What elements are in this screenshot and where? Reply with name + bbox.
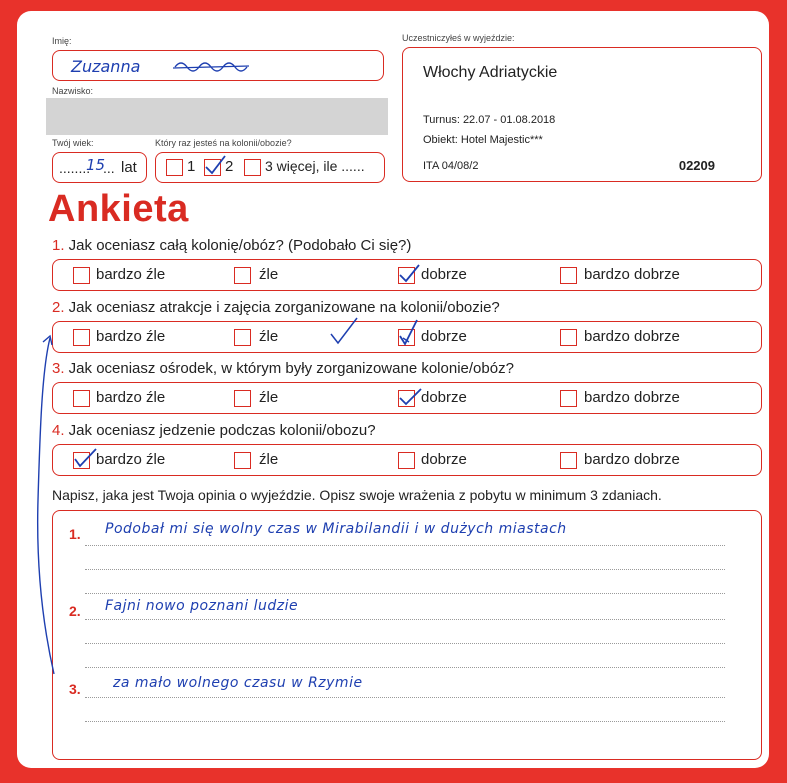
q2-option-bardzo-zle-checkbox[interactable] <box>73 329 90 346</box>
q1-option-zle-checkbox[interactable] <box>234 267 251 284</box>
question-4: 4. Jak oceniasz jedzenie podczas kolonii/obozu? <box>52 422 376 439</box>
check-mark-icon <box>397 385 421 409</box>
times-1-checkbox[interactable] <box>166 159 183 176</box>
answer-line <box>85 545 725 546</box>
first-name-value: Zuzanna <box>71 57 141 76</box>
trip-obiekt: Obiekt: Hotel Majestic*** <box>423 134 543 146</box>
times-3-label: 3 więcej, ile ...... <box>265 158 365 174</box>
answer-2-number: 2. <box>69 603 81 619</box>
q4-option-zle-checkbox[interactable] <box>234 452 251 469</box>
q4-option-bardzo-zle-checkbox[interactable] <box>73 452 90 469</box>
stray-check-mark-icon <box>329 316 359 348</box>
answer-line <box>85 667 725 668</box>
times-3-checkbox[interactable] <box>244 159 261 176</box>
question-1: 1. Jak oceniasz całą kolonię/obóz? (Podobało Ci się?) <box>52 237 412 254</box>
q1-option-bardzo-dobrze-label: bardzo dobrze <box>584 266 680 283</box>
times-1-label: 1 <box>187 158 196 175</box>
age-field[interactable] <box>52 152 147 183</box>
answer-line <box>85 643 725 644</box>
answer-2-text: Fajni nowo poznani ludzie <box>105 598 299 614</box>
q4-option-bardzo-dobrze-checkbox[interactable] <box>560 452 577 469</box>
q2-option-dobrze-checkbox[interactable] <box>398 329 415 346</box>
trip-number: 02209 <box>678 158 715 173</box>
q4-option-dobrze-checkbox[interactable] <box>398 452 415 469</box>
q4-option-bardzo-dobrze-label: bardzo dobrze <box>584 451 680 468</box>
q3-option-bardzo-zle-checkbox[interactable] <box>73 390 90 407</box>
q2-option-zle-label: źle <box>259 328 279 345</box>
q2-option-bardzo-dobrze-checkbox[interactable] <box>560 329 577 346</box>
answer-3-number: 3. <box>69 681 81 697</box>
answer-line <box>85 569 725 570</box>
age-value: 15 <box>86 156 106 174</box>
q1-option-bardzo-zle-checkbox[interactable] <box>73 267 90 284</box>
opinion-prompt: Napisz, jaka jest Twoja opinia o wyjeździe. Opisz swoje wrażenia z pobytu w minimum 3 zdaniach. <box>52 487 662 503</box>
survey-title: Ankieta <box>48 188 189 230</box>
answer-3-text: za mało wolnego czasu w Rzymie <box>113 675 363 691</box>
question-2: 2. Jak oceniasz atrakcje i zajęcia zorganizowane na kolonii/obozie? <box>52 299 500 316</box>
times-2-label: 2 <box>225 158 234 175</box>
last-name-redaction <box>46 98 388 135</box>
q3-option-dobrze-checkbox[interactable] <box>398 390 415 407</box>
q3-option-zle-label: źle <box>259 389 279 406</box>
q4-option-bardzo-zle-label: bardzo źle <box>96 451 166 468</box>
crossed-out-surname-scribble <box>173 57 253 75</box>
q1-option-dobrze-checkbox[interactable] <box>398 267 415 284</box>
q3-option-bardzo-dobrze-label: bardzo dobrze <box>584 389 680 406</box>
q2-option-zle-checkbox[interactable] <box>234 329 251 346</box>
q3-option-zle-checkbox[interactable] <box>234 390 251 407</box>
answer-1-text: Podobał mi się wolny czas w Mirabilandii i w dużych miastach <box>105 521 567 537</box>
question-4-options <box>52 444 762 476</box>
which-time-field <box>155 152 385 183</box>
q3-option-dobrze-label: dobrze <box>421 389 467 406</box>
check-mark-icon <box>397 262 421 286</box>
hand-drawn-arrow <box>30 330 60 680</box>
q3-option-bardzo-dobrze-checkbox[interactable] <box>560 390 577 407</box>
trip-title: Włochy Adriatyckie <box>423 64 558 81</box>
answer-line <box>85 619 725 620</box>
question-3: 3. Jak oceniasz ośrodek, w którym były zorganizowane kolonie/obóz? <box>52 360 514 377</box>
question-3-options <box>52 382 762 414</box>
answer-line <box>85 697 725 698</box>
answer-1-number: 1. <box>69 526 81 542</box>
trip-turnus: Turnus: 22.07 - 01.08.2018 <box>423 114 556 126</box>
question-2-options <box>52 321 762 353</box>
trip-code: ITA 04/08/2 <box>423 160 479 172</box>
age-label: Twój wiek: <box>52 138 94 148</box>
q2-option-bardzo-zle-label: bardzo źle <box>96 328 166 345</box>
question-1-options <box>52 259 762 291</box>
q4-option-zle-label: źle <box>259 451 279 468</box>
q1-option-zle-label: źle <box>259 266 279 283</box>
age-dots-after: ... <box>103 160 115 176</box>
last-name-label: Nazwisko: <box>52 86 94 96</box>
participant-label: Uczestniczyłeś w wyjeździe: <box>402 33 515 43</box>
which-time-label: Który raz jesteś na kolonii/obozie? <box>155 138 292 148</box>
q2-option-bardzo-dobrze-label: bardzo dobrze <box>584 328 680 345</box>
check-mark-icon <box>72 447 96 471</box>
first-name-field[interactable] <box>52 50 384 81</box>
q1-option-bardzo-dobrze-checkbox[interactable] <box>560 267 577 284</box>
answer-line <box>85 593 725 594</box>
times-2-checkbox[interactable] <box>204 159 221 176</box>
q3-option-bardzo-zle-label: bardzo źle <box>96 389 166 406</box>
age-dots-before: ........ <box>59 160 91 176</box>
check-mark-icon <box>397 324 421 348</box>
q1-option-dobrze-label: dobrze <box>421 266 467 283</box>
first-name-label: Imię: <box>52 36 72 46</box>
trip-info-box <box>402 47 762 182</box>
q4-option-dobrze-label: dobrze <box>421 451 467 468</box>
age-unit: lat <box>121 159 137 176</box>
check-mark-icon <box>203 154 227 178</box>
q1-option-bardzo-zle-label: bardzo źle <box>96 266 166 283</box>
opinion-box[interactable] <box>52 510 762 760</box>
answer-line <box>85 721 725 722</box>
q2-option-dobrze-label: dobrze <box>421 328 467 345</box>
